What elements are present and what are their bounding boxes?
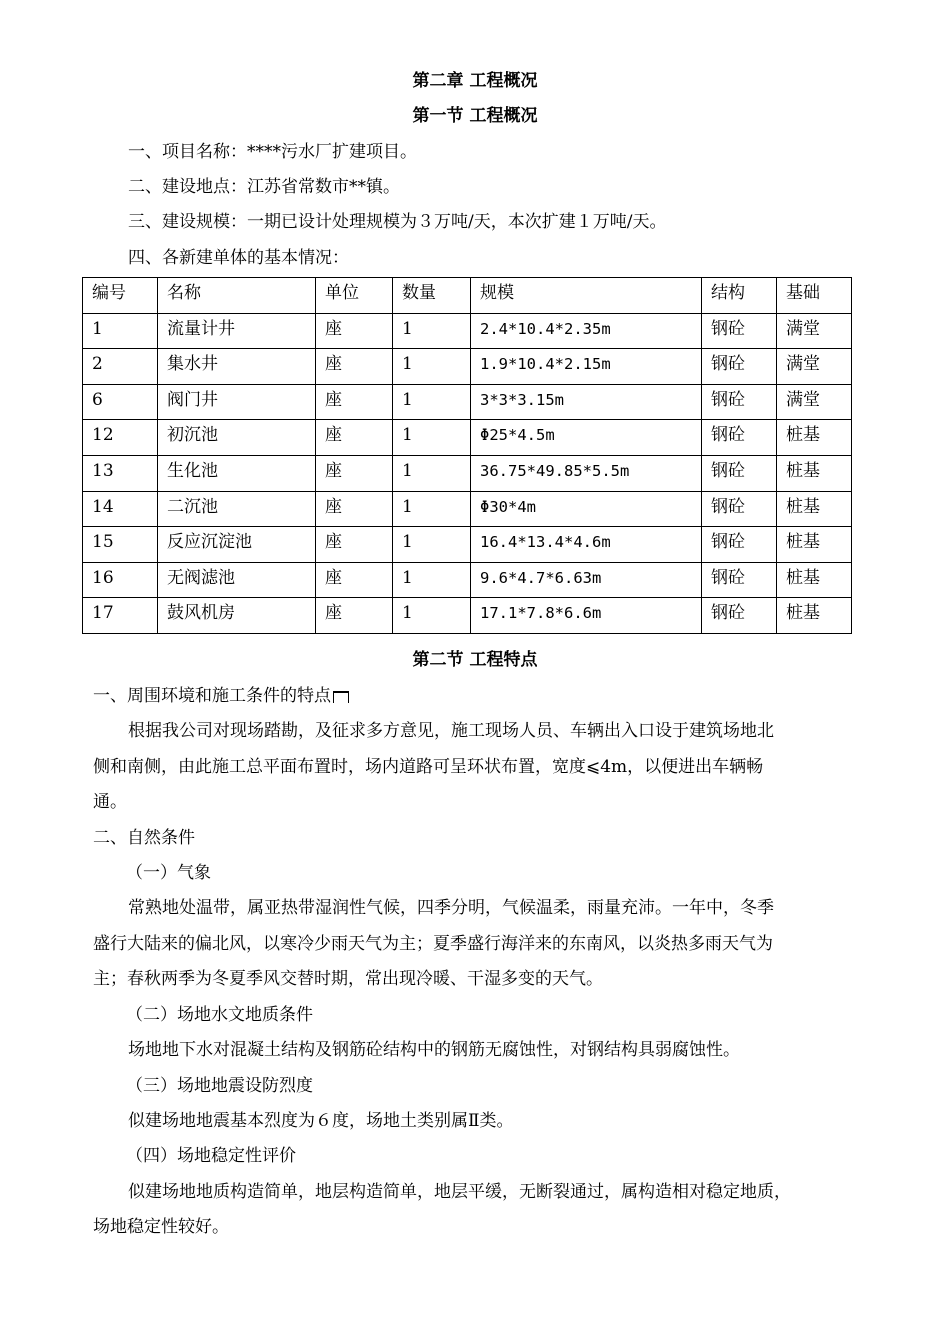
paragraph-line: 侧和南侧，由此施工总平面布置时，场内道路可呈环状布置，宽度⩽4m，以便进出车辆畅	[93, 757, 764, 777]
scale-line: 三、建设规模：一期已设计处理规模为３万吨/天，本次扩建１万吨/天。	[128, 212, 667, 232]
table-cell: 36.75*49.85*5.5m	[471, 455, 702, 491]
table-cell: 1	[393, 562, 471, 598]
subheading-hydrogeology: （二）场地水文地质条件	[126, 1005, 313, 1025]
table-row	[83, 455, 852, 491]
table-cell: 钢砼	[702, 349, 777, 385]
table-cell: 座	[316, 491, 393, 527]
paragraph-line: 通。	[93, 792, 127, 812]
table-cell: 钢砼	[702, 491, 777, 527]
table-cell: 满堂	[777, 313, 852, 349]
paragraph-line: 盛行大陆来的偏北风，以寒冷少雨天气为主；夏季盛行海洋来的东南风，以炎热多雨天气为	[93, 934, 773, 954]
table-row	[83, 420, 852, 456]
table-cell: 1	[393, 455, 471, 491]
table-cell: 1.9*10.4*2.15m	[471, 349, 702, 385]
table-cell: 12	[83, 420, 158, 456]
paragraph-line: 主；春秋两季为冬夏季风交替时期，常出现冷暖、干湿多变的天气。	[93, 969, 603, 989]
table-cell: 座	[316, 527, 393, 563]
header-cell: 结构	[702, 278, 777, 314]
table-cell: 1	[83, 313, 158, 349]
table-row	[83, 384, 852, 420]
paragraph-line: 似建场地地质构造简单，地层构造简单，地层平缓，无断裂通过，属构造相对稳定地质，	[128, 1182, 791, 1202]
table-cell: 1	[393, 420, 471, 456]
table-cell: 6	[83, 384, 158, 420]
paragraph-line: 常熟地处温带，属亚热带湿润性气候，四季分明，气候温柔，雨量充沛。一年中，冬季	[128, 898, 774, 918]
table-cell: 钢砼	[702, 598, 777, 634]
table-cell: 座	[316, 598, 393, 634]
table-cell: 1	[393, 349, 471, 385]
table-cell: 2	[83, 349, 158, 385]
table-cell: 无阀滤池	[158, 562, 316, 598]
table-cell: 桩基	[777, 420, 852, 456]
table-row	[83, 527, 852, 563]
chapter-title: 第二章 工程概况	[412, 71, 538, 91]
table-cell: 16.4*13.4*4.6m	[471, 527, 702, 563]
table-cell: 14	[83, 491, 158, 527]
table-cell: 2.4*10.4*2.35m	[471, 313, 702, 349]
paragraph-line: 场地地下水对混凝土结构及钢筋砼结构中的钢筋无腐蚀性，对钢结构具弱腐蚀性。	[128, 1040, 740, 1060]
paragraph-line: 根据我公司对现场踏勘，及征求多方意见，施工现场人员、车辆出入口设于建筑场地北	[128, 721, 774, 741]
table-cell: 15	[83, 527, 158, 563]
table-cell: Φ30*4m	[471, 491, 702, 527]
table-row	[83, 349, 852, 385]
header-cell: 单位	[316, 278, 393, 314]
table-cell: 1	[393, 313, 471, 349]
header-cell: 基础	[777, 278, 852, 314]
table-cell: 1	[393, 527, 471, 563]
bracket-mark-icon	[333, 691, 349, 703]
table-cell: 座	[316, 420, 393, 456]
table-cell: 二沉池	[158, 491, 316, 527]
table-cell: 反应沉淀池	[158, 527, 316, 563]
table-cell: 鼓风机房	[158, 598, 316, 634]
subheading-climate: （一）气象	[126, 863, 211, 883]
table-row	[83, 598, 852, 634]
table-cell: 钢砼	[702, 420, 777, 456]
table-cell: 座	[316, 562, 393, 598]
table-cell: 16	[83, 562, 158, 598]
table-cell: 生化池	[158, 455, 316, 491]
table-cell: 桩基	[777, 455, 852, 491]
heading-natural-conditions: 二、自然条件	[93, 828, 195, 848]
table-cell: 座	[316, 349, 393, 385]
table-cell: 钢砼	[702, 313, 777, 349]
header-cell: 名称	[158, 278, 316, 314]
table-cell: 钢砼	[702, 527, 777, 563]
table-cell: 流量计井	[158, 313, 316, 349]
table-cell: 集水井	[158, 349, 316, 385]
table-cell: 钢砼	[702, 455, 777, 491]
table-cell: 9.6*4.7*6.63m	[471, 562, 702, 598]
table-cell: 桩基	[777, 491, 852, 527]
table-cell: 初沉池	[158, 420, 316, 456]
table-row	[83, 313, 852, 349]
table-cell: 17.1*7.8*6.6m	[471, 598, 702, 634]
table-row	[83, 491, 852, 527]
section-title-overview: 第一节 工程概况	[412, 106, 538, 126]
table-cell: 1	[393, 384, 471, 420]
project-name-line: 一、项目名称：****污水厂扩建项目。	[128, 142, 417, 162]
heading-environment	[93, 684, 349, 708]
table-cell: 钢砼	[702, 562, 777, 598]
header-cell: 规模	[471, 278, 702, 314]
table-cell: Φ25*4.5m	[471, 420, 702, 456]
table-cell: 座	[316, 455, 393, 491]
units-table	[82, 277, 852, 634]
heading-environment-text: 一、周围环境和施工条件的特点	[93, 686, 331, 706]
table-cell: 1	[393, 598, 471, 634]
table-cell: 1	[393, 491, 471, 527]
table-cell: 13	[83, 455, 158, 491]
table-cell: 桩基	[777, 598, 852, 634]
subheading-stability: （四）场地稳定性评价	[126, 1146, 296, 1166]
table-cell: 座	[316, 384, 393, 420]
location-line: 二、建设地点：江苏省常数市**镇。	[128, 177, 400, 197]
units-intro-line: 四、各新建单体的基本情况：	[128, 248, 349, 268]
table-cell: 座	[316, 313, 393, 349]
table-cell: 桩基	[777, 527, 852, 563]
table-cell: 满堂	[777, 349, 852, 385]
table-cell: 桩基	[777, 562, 852, 598]
header-cell: 编号	[83, 278, 158, 314]
table-row	[83, 562, 852, 598]
subheading-seismic: （三）场地地震设防烈度	[126, 1076, 313, 1096]
table-header-row	[83, 278, 852, 314]
table-cell: 钢砼	[702, 384, 777, 420]
header-cell: 数量	[393, 278, 471, 314]
table-cell: 满堂	[777, 384, 852, 420]
table-cell: 17	[83, 598, 158, 634]
paragraph-line: 场地稳定性较好。	[93, 1217, 229, 1237]
paragraph-line: 似建场地地震基本烈度为６度，场地土类别属Ⅱ类。	[128, 1111, 514, 1131]
table-cell: 3*3*3.15m	[471, 384, 702, 420]
section-title-features: 第二节 工程特点	[412, 650, 538, 670]
table-cell: 阀门井	[158, 384, 316, 420]
